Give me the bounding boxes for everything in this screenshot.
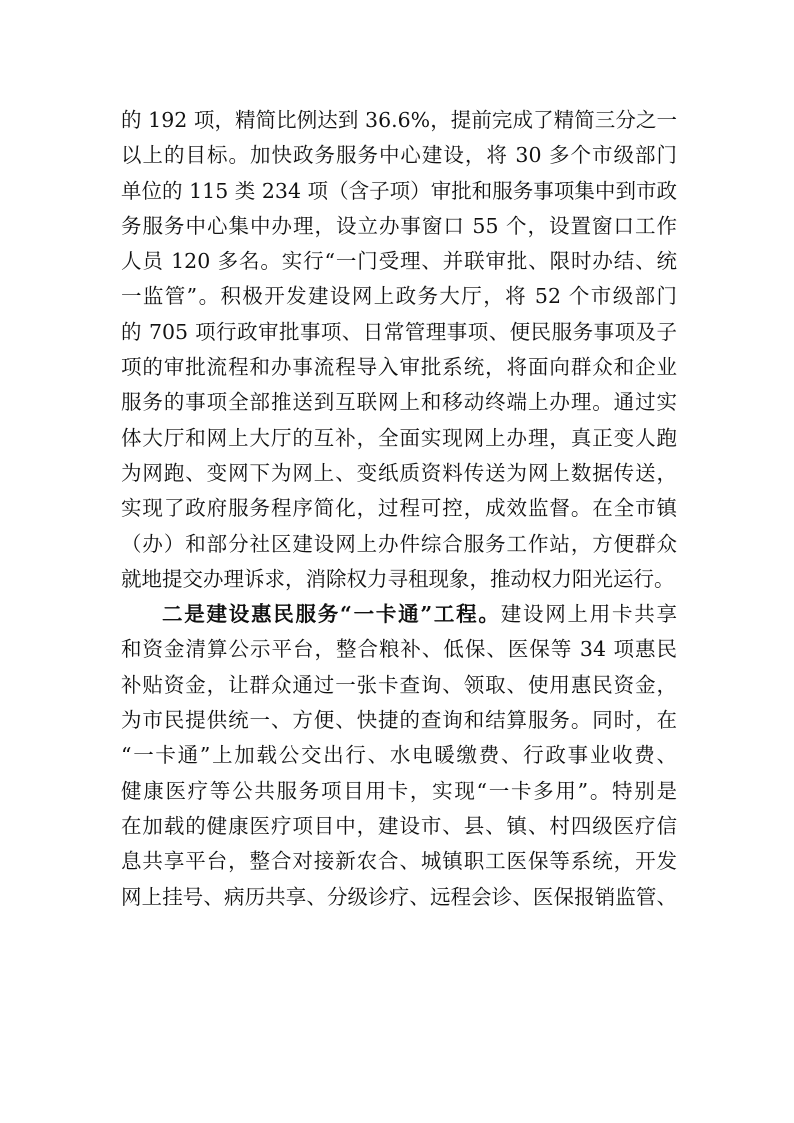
text-line: 为市民提供统一、方便、快捷的查询和结算服务。同时，在 bbox=[121, 708, 677, 733]
text-run: 建设网上用卡共享 bbox=[500, 602, 678, 627]
text-line: 项的审批流程和办事流程导入审批系统，将面向群众和企业 bbox=[121, 355, 677, 380]
text-line: 以上的目标。加快政务服务中心建设，将 30 多个市级部门 bbox=[121, 143, 677, 168]
text-line: “一卡通”上加载公交出行、水电暖缴费、行政事业收费、 bbox=[121, 743, 677, 768]
text-line: 网上挂号、病历共享、分级诊疗、远程会诊、医保报销监管、 bbox=[121, 884, 677, 909]
text-line: 和资金清算公示平台，整合粮补、低保、医保等 34 项惠民 bbox=[121, 637, 677, 662]
text-line: 实现了政府服务程序简化，过程可控，成效监督。在全市镇 bbox=[121, 496, 677, 521]
section-heading-inline: 二是建设惠民服务“一卡通”工程。 bbox=[162, 602, 501, 627]
text-line: 一监管”。积极开发建设网上政务大厅，将 52 个市级部门 bbox=[121, 284, 677, 309]
text-line: 在加载的健康医疗项目中，建设市、县、镇、村四级医疗信 bbox=[121, 813, 677, 838]
text-line: （办）和部分社区建设网上办件综合服务工作站，方便群众 bbox=[121, 531, 677, 556]
text-line: 体大厅和网上大厅的互补，全面实现网上办理，真正变人跑 bbox=[121, 425, 677, 450]
text-line: 服务的事项全部推送到互联网上和移动终端上办理。通过实 bbox=[121, 390, 677, 415]
text-line: 补贴资金，让群众通过一张卡查询、领取、使用惠民资金， bbox=[121, 672, 677, 697]
text-line: 健康医疗等公共服务项目用卡，实现“一卡多用”。特别是 bbox=[121, 778, 677, 803]
text-line: 为网跑、变网下为网上、变纸质资料传送为网上数据传送， bbox=[121, 460, 677, 485]
text-line: 的 705 项行政审批事项、日常管理事项、便民服务事项及子 bbox=[121, 319, 677, 344]
text-line: 单位的 115 类 234 项（含子项）审批和服务事项集中到市政 bbox=[121, 178, 677, 203]
text-line: 人员 120 多名。实行“一门受理、并联审批、限时办结、统 bbox=[121, 249, 677, 274]
paragraph-start-line bbox=[121, 597, 677, 632]
body-text bbox=[121, 103, 677, 915]
text-line: 就地提交办理诉求，消除权力寻租现象，推动权力阳光运行。 bbox=[121, 566, 675, 591]
text-line: 的 192 项，精简比例达到 36.6%，提前完成了精简三分之一 bbox=[121, 108, 677, 132]
text-line: 息共享平台，整合对接新农合、城镇职工医保等系统，开发 bbox=[121, 849, 677, 874]
text-line: 务服务中心集中办理，设立办事窗口 55 个，设置窗口工作 bbox=[121, 213, 677, 238]
